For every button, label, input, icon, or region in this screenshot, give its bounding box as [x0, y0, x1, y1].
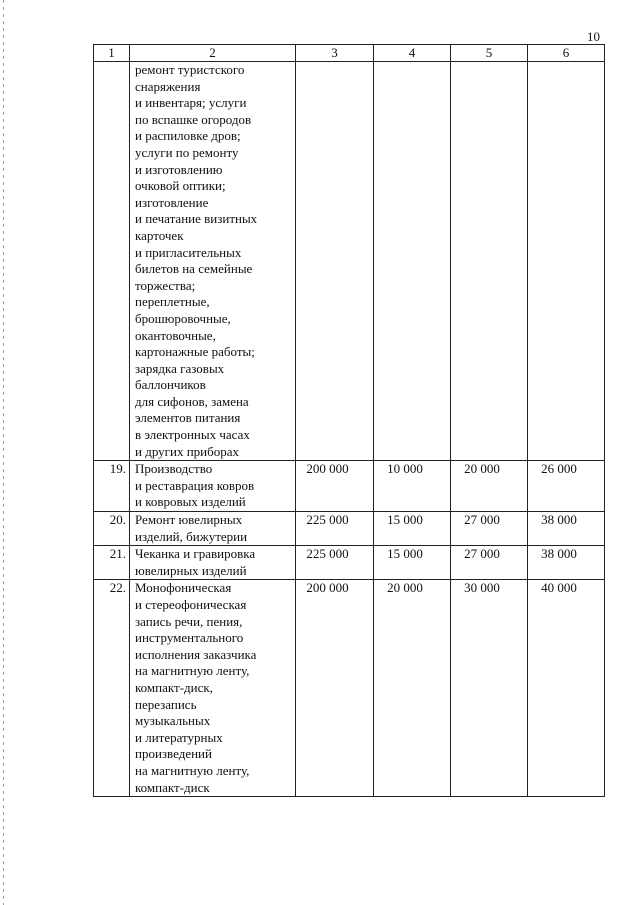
description-line: и пригласительных [135, 244, 242, 260]
description-line: элементов питания [135, 410, 241, 426]
header-row [94, 45, 605, 62]
description-line: и других приборах [135, 443, 239, 459]
value-cell-5: 27 000 [451, 546, 528, 580]
description-line: снаряжения [135, 78, 201, 94]
description-line: и распиловке дров; [135, 128, 241, 144]
value-cell-3: 200 000 [296, 461, 374, 512]
tariff-table [93, 44, 605, 797]
value-cell-4 [374, 62, 451, 461]
description-line: торжества; [135, 277, 196, 293]
description-line: изделий, бижутерии [135, 528, 248, 544]
description-line: окантовочные, [135, 327, 216, 343]
value-cell-4: 15 000 [374, 512, 451, 546]
value-cell-3 [296, 62, 374, 461]
description-line: Ремонт ювелирных [135, 512, 243, 528]
description-line: очковой оптики; [135, 178, 226, 194]
value-cell-3: 225 000 [296, 546, 374, 580]
description-line: компакт-диск [135, 779, 210, 795]
description-line: и печатание визитных [135, 211, 258, 227]
service-description [130, 512, 296, 546]
value-cell-6: 26 000 [528, 461, 605, 512]
column-header-5: 5 [451, 45, 528, 62]
value-cell-5: 27 000 [451, 512, 528, 546]
value-cell-6: 38 000 [528, 546, 605, 580]
value-cell-4: 15 000 [374, 546, 451, 580]
value-cell-3: 200 000 [296, 580, 374, 797]
service-description [130, 62, 296, 461]
description-line: исполнения заказчика [135, 646, 257, 662]
description-line: и ковровых изделий [135, 494, 246, 510]
description-line: по вспашке огородов [135, 111, 252, 127]
description-line: для сифонов, замена [135, 393, 249, 409]
service-description [130, 580, 296, 797]
value-cell-4: 10 000 [374, 461, 451, 512]
description-line: и инвентаря; услуги [135, 95, 247, 111]
value-cell-5 [451, 62, 528, 461]
description-line: услуги по ремонту [135, 144, 239, 160]
row-number: 20. [94, 512, 130, 546]
description-line: и стереофоническая [135, 597, 247, 612]
column-header-4: 4 [374, 45, 451, 62]
description-line: Монофоническая [135, 580, 232, 596]
row-number [94, 62, 130, 461]
description-line: баллончиков [135, 377, 206, 393]
description-line: музыкальных [135, 713, 211, 729]
description-line: зарядка газовых [135, 360, 225, 376]
description-line: Чеканка и гравировка [135, 546, 256, 562]
column-header-2: 2 [130, 45, 296, 62]
description-line: брошюровочные, [135, 310, 231, 326]
value-cell-6 [528, 62, 605, 461]
column-header-1: 1 [94, 45, 130, 62]
row-number: 21. [94, 546, 130, 580]
description-line: изготовление [135, 194, 209, 210]
description-line: ремонт туристского [135, 62, 245, 77]
description-line: и изготовлению [135, 161, 223, 177]
description-line: на магнитную ленту, [135, 663, 250, 679]
description-line: на магнитную ленту, [135, 762, 250, 778]
value-cell-5: 20 000 [451, 461, 528, 512]
description-line: переплетные, [135, 294, 210, 310]
description-line: инструментального [135, 630, 244, 646]
description-line: билетов на семейные [135, 261, 253, 277]
description-line: картонажные работы; [135, 344, 255, 360]
column-header-3: 3 [296, 45, 374, 62]
service-description [130, 546, 296, 580]
description-line: карточек [135, 227, 184, 243]
value-cell-5: 30 000 [451, 580, 528, 797]
description-line: и литературных [135, 729, 223, 745]
value-cell-4: 20 000 [374, 580, 451, 797]
table-row [94, 62, 605, 461]
scan-edge-line [3, 0, 4, 905]
description-line: запись речи, пения, [135, 613, 243, 629]
description-line: ювелирных изделий [135, 562, 247, 578]
column-header-6: 6 [528, 45, 605, 62]
description-line: Производство [135, 461, 213, 477]
table-row [94, 512, 605, 546]
description-line: и реставрация ковров [135, 477, 255, 493]
value-cell-3: 225 000 [296, 512, 374, 546]
description-line: компакт-диск, [135, 679, 213, 695]
value-cell-6: 40 000 [528, 580, 605, 797]
table-row [94, 461, 605, 512]
table-row [94, 546, 605, 580]
page-number: 10 [587, 29, 600, 44]
table-row [94, 580, 605, 797]
row-number: 22. [94, 580, 130, 797]
row-number: 19. [94, 461, 130, 512]
description-line: в электронных часах [135, 427, 250, 443]
description-line: перезапись [135, 696, 197, 712]
service-description [130, 461, 296, 512]
description-line: произведений [135, 746, 212, 762]
value-cell-6: 38 000 [528, 512, 605, 546]
